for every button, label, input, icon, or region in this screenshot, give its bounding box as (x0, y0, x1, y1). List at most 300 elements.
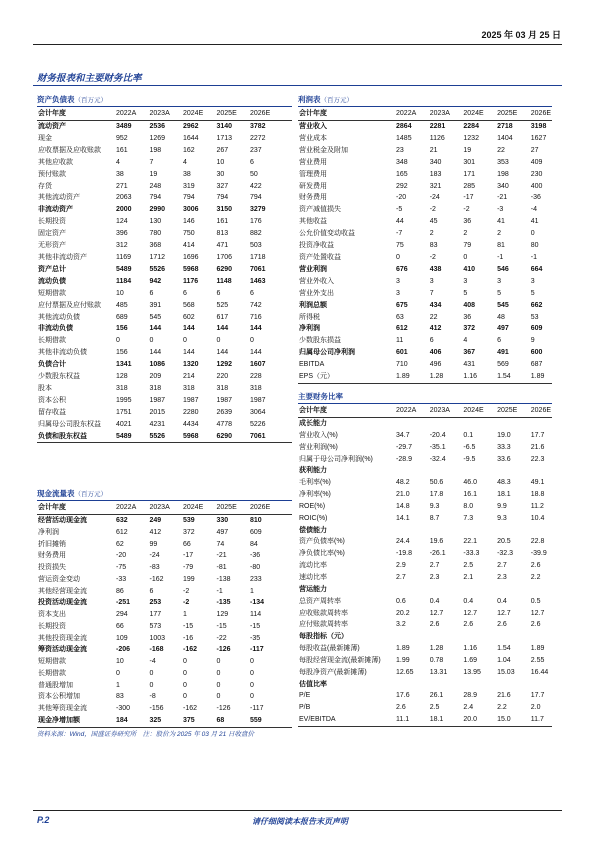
cell-value: 1404 (497, 134, 513, 142)
cell-value: 2.4 (463, 704, 474, 712)
row-label: 营业外收入 (299, 277, 334, 285)
cell-value: 75 (396, 242, 404, 250)
cell-value (429, 584, 463, 596)
table-row (37, 192, 292, 204)
table-row (298, 584, 552, 596)
cell-value: 1987 (149, 396, 166, 404)
cell-value: -83 (149, 564, 160, 571)
cell-value: -79 (183, 564, 194, 571)
table-row (298, 169, 552, 181)
cell-value: -20 (396, 194, 407, 202)
cell-value: 1751 (116, 408, 132, 416)
table-row (298, 572, 552, 584)
row-label: 固定资产 (38, 230, 66, 238)
cell-value: 1.16 (462, 371, 496, 383)
cell-value: 353 (497, 158, 509, 166)
cell-value: 2990 (149, 206, 166, 214)
cell-value: 130 (149, 218, 162, 226)
income-statement-panel (298, 94, 552, 384)
header-row (37, 107, 292, 121)
cell-value: 1292 (216, 361, 233, 369)
cell-value: -80 (250, 564, 261, 571)
table-row (37, 204, 292, 216)
row-label: 负债合计 (38, 361, 66, 369)
cell-value: 1.54 (496, 371, 530, 383)
cell-value: 11.2 (530, 502, 544, 510)
cell-value: 2272 (250, 134, 266, 142)
cell-value: 10 (116, 658, 124, 665)
cell-value: 63 (396, 313, 404, 321)
cell-value: 6 (216, 289, 221, 297)
cell-value: 21.0 (396, 491, 410, 499)
cell-value: 952 (116, 134, 128, 142)
row-label: 其他流动负债 (38, 313, 80, 321)
row-label: ROE(%) (299, 502, 326, 510)
cell-value: 17.7 (530, 692, 545, 700)
cell-value: 2.6 (429, 621, 440, 629)
cell-value: 412 (149, 528, 162, 536)
cell-value: 22 (497, 146, 505, 154)
table-title-unit: （百万元） (320, 97, 353, 104)
table-row (37, 550, 292, 562)
cell-value: 2.2 (497, 704, 507, 712)
cell-value: 13.31 (429, 668, 448, 676)
cell-value: 1148 (216, 277, 232, 285)
cell-value (496, 525, 530, 537)
cell-value: 2.6 (497, 621, 507, 629)
cell-value: 15.03 (497, 668, 515, 676)
cell-value: 1169 (116, 253, 132, 261)
cell-value: -135 (216, 599, 231, 607)
table-row (37, 288, 292, 300)
row-label: 营业利润(%) (299, 443, 338, 451)
cell-value: 568 (183, 301, 195, 309)
cell-value: 1 (116, 681, 120, 689)
table-row (37, 121, 292, 133)
row-label: 长期投资 (38, 622, 66, 630)
cell-value (530, 584, 552, 596)
cash-flow-table (37, 501, 292, 728)
cell-value: 26.1 (429, 692, 444, 700)
cell-value: 0 (116, 337, 120, 345)
column-header-year: 2026E (249, 107, 292, 121)
table-row (298, 679, 552, 691)
cell-value: 340 (497, 182, 509, 190)
column-header-label: 会计年度 (37, 501, 115, 515)
row-label: 成长能力 (299, 420, 327, 427)
row-label: 非流动负债 (38, 325, 73, 333)
column-header-year: 2024E (462, 404, 496, 418)
cell-value: 19.6 (429, 538, 444, 546)
cell-value: 2281 (429, 123, 446, 130)
row-label: 每股经营现金流(最新摊薄) (299, 656, 381, 664)
cell-value: 406 (429, 349, 442, 357)
cell-value: 2.1 (463, 573, 474, 581)
table-row (298, 216, 552, 228)
table-row (298, 300, 552, 312)
cell-value: 318 (149, 384, 162, 392)
cell-value: 2 (463, 230, 468, 238)
cell-value: 214 (183, 373, 195, 381)
cell-value: 5526 (149, 265, 166, 273)
cell-value: -162 (183, 646, 198, 654)
cell-value: 144 (149, 325, 162, 333)
cell-value: 1086 (149, 361, 166, 369)
cell-value: 21.6 (497, 692, 511, 700)
cell-value: 0.4 (463, 597, 474, 605)
cell-value: 156 (116, 325, 128, 333)
cell-value: -168 (149, 646, 164, 654)
cell-value: 144 (216, 325, 229, 333)
row-label: 研发费用 (299, 182, 327, 190)
cell-value: 17.7 (530, 431, 545, 439)
table-row (298, 430, 552, 442)
row-label: 营运能力 (299, 585, 327, 593)
cell-value: 1.69 (463, 656, 478, 664)
cash-flow-panel (37, 488, 292, 728)
cell-value: 28.9 (463, 692, 478, 700)
cell-value: 689 (116, 313, 128, 321)
cell-value: 1176 (183, 277, 199, 285)
row-label: 净利率(%) (299, 491, 331, 499)
cell-value: 161 (116, 146, 128, 154)
cell-value: 3.2 (396, 621, 406, 629)
table-title-text: 现金流量表 (37, 489, 75, 498)
row-label: 其他应收款 (38, 158, 73, 166)
cell-value (462, 465, 496, 477)
cell-value: 0 (216, 669, 221, 677)
row-label: 营业税金及附加 (299, 146, 348, 154)
footer-divider (33, 810, 562, 811)
cell-value: 0 (250, 669, 254, 677)
cell-value: 1.16 (463, 645, 478, 653)
cell-value: 340 (429, 158, 442, 166)
row-label: 短期借款 (38, 658, 66, 665)
cell-value (530, 525, 552, 537)
cell-value: 33.3 (497, 443, 511, 451)
table-row (37, 574, 292, 586)
cell-value: 1485 (396, 134, 412, 142)
header-divider (33, 44, 562, 45)
cell-value: 0 (149, 669, 154, 677)
cell-value: 36 (463, 313, 472, 321)
table-row (298, 690, 552, 702)
cell-value: -7 (396, 230, 403, 238)
cell-value: 19 (463, 146, 472, 154)
column-header-year: 2025E (496, 404, 530, 418)
cell-value: 22.1 (463, 538, 478, 546)
row-label: 其他流动资产 (38, 194, 80, 202)
cell-value (496, 418, 530, 430)
cell-value: 7061 (249, 431, 292, 443)
cell-value: -6.5 (463, 443, 476, 451)
table-row (298, 192, 552, 204)
column-header-year: 2022A (395, 404, 429, 418)
cell-value (530, 679, 552, 691)
cell-value: 3150 (216, 206, 233, 214)
row-label: 所得税 (299, 313, 320, 321)
cell-value: -36 (530, 194, 541, 202)
table-row (298, 288, 552, 300)
cell-value: 409 (530, 158, 543, 166)
cell-value: -126 (216, 646, 231, 654)
cell-value: 312 (116, 242, 128, 250)
cell-value (462, 631, 496, 643)
cell-value: -20.4 (429, 431, 446, 439)
row-label: 资本公积 (38, 396, 66, 404)
cell-value: 5968 (182, 431, 216, 443)
cell-value: 546 (497, 265, 509, 273)
cell-value: 0 (396, 253, 400, 261)
cell-value: 0 (216, 693, 221, 701)
cell-value: 0.6 (396, 597, 406, 605)
cell-value: 2.6 (530, 621, 541, 629)
cell-value: 5968 (183, 265, 199, 273)
cell-value: 5 (530, 289, 535, 297)
cell-value: 375 (182, 715, 216, 727)
cell-value: 18.1 (497, 491, 511, 499)
cell-value: 144 (250, 325, 262, 333)
table-row (298, 525, 552, 537)
cell-value: 1713 (216, 134, 233, 142)
cell-value: -20 (116, 552, 127, 560)
row-label: P/B (299, 704, 311, 712)
table-row (298, 631, 552, 643)
cell-value: 83 (116, 693, 124, 701)
table-row (37, 216, 292, 228)
cell-value: 1987 (183, 396, 199, 404)
row-label: 投资净收益 (299, 242, 334, 250)
cell-value: 0.4 (429, 597, 440, 605)
cell-value: 1607 (250, 361, 266, 369)
cell-value: 0 (183, 669, 187, 677)
cell-value: 1.28 (429, 645, 444, 653)
balance-sheet-table (37, 107, 292, 443)
table-row (37, 133, 292, 145)
table-row (298, 181, 552, 193)
cell-value: 5489 (116, 265, 132, 273)
cell-value: 21 (429, 146, 438, 154)
cell-value: 372 (463, 325, 476, 333)
table-row (298, 335, 552, 347)
cell-value: 230 (530, 170, 543, 178)
cell-value: -35 (250, 634, 261, 642)
cell-value: 318 (116, 384, 128, 392)
cell-value: 228 (250, 373, 262, 381)
cell-value: 22.3 (530, 455, 545, 463)
cell-value: 2962 (183, 123, 199, 130)
cell-value: 0 (183, 681, 187, 689)
table-row (37, 252, 292, 264)
page-number: P.2 (37, 815, 50, 825)
cell-value: 1.54 (497, 645, 511, 653)
cell-value: 438 (429, 265, 442, 273)
cell-value: 573 (149, 622, 162, 630)
cell-value: 612 (116, 528, 128, 536)
cell-value: 10 (216, 158, 225, 166)
cell-value: 144 (250, 349, 262, 357)
cell-value: 50 (250, 170, 258, 178)
cell-value: 2.7 (429, 562, 440, 570)
table-title-unit: （百万元） (74, 491, 107, 498)
cell-value: -4 (530, 206, 537, 214)
row-label: 其他非流动资产 (38, 253, 87, 261)
cell-value: 33.6 (497, 455, 511, 463)
column-header-year: 2025E (216, 501, 250, 515)
cell-value: 79 (463, 242, 472, 250)
cell-value: -15 (183, 622, 194, 630)
table-row (37, 562, 292, 574)
cell-value: 882 (250, 230, 262, 238)
row-label: 速动比率 (299, 573, 327, 581)
row-label: 估值比率 (299, 680, 327, 688)
cell-value: 10.4 (530, 514, 545, 522)
cell-value: 12.7 (497, 609, 511, 617)
column-header-year: 2024E (182, 501, 216, 515)
table-row (298, 312, 552, 324)
table-row (37, 264, 292, 276)
cell-value: 601 (396, 349, 408, 357)
table-title (298, 391, 552, 404)
cell-value: 3198 (530, 123, 547, 130)
table-row (37, 371, 292, 383)
row-label: 净利润 (38, 528, 59, 536)
source-note: 资料来源：Wind，国盛证券研究所 注：股价为 2025 年 03 月 21 日收盘价 (37, 731, 255, 738)
cell-value: 0 (149, 681, 154, 689)
cell-value: -2 (429, 253, 436, 261)
row-label: 管理费用 (299, 170, 327, 178)
cell-value: 1269 (149, 134, 166, 142)
cell-value: 22.8 (530, 538, 545, 546)
cell-value: 184 (115, 715, 149, 727)
table-row (298, 240, 552, 252)
cell-value: 2 (497, 230, 501, 238)
table-title-text: 主要财务比率 (298, 392, 343, 401)
cell-value: 609 (250, 528, 262, 536)
cell-value: 46.0 (463, 479, 478, 487)
cell-value: 3064 (250, 408, 266, 416)
table-row (298, 323, 552, 335)
cell-value: 1706 (216, 253, 233, 261)
cell-value: 6 (497, 337, 501, 345)
cell-value: 292 (396, 182, 408, 190)
table-title-text: 利润表 (298, 95, 321, 104)
financial-ratios-table (298, 404, 552, 727)
column-header-label: 会计年度 (298, 107, 395, 121)
cell-value: 199 (183, 575, 195, 583)
cell-value: 0.5 (530, 597, 541, 605)
row-label: EBITDA (299, 361, 325, 369)
cell-value: 74 (216, 540, 225, 548)
row-label: 少数股东权益 (38, 373, 80, 381)
cell-value: 1.89 (396, 645, 410, 653)
cell-value: 1.28 (429, 371, 463, 383)
row-label: 现金 (38, 134, 52, 142)
row-label: 资产减值损失 (299, 206, 341, 214)
row-label: P/E (299, 692, 311, 700)
table-row (37, 335, 292, 347)
table-row (37, 644, 292, 656)
cell-value: 3 (396, 277, 400, 285)
row-label: 长期投资 (38, 218, 66, 226)
cell-value: 0 (116, 669, 120, 677)
cell-value: 525 (216, 301, 229, 309)
table-row (37, 181, 292, 193)
row-label: 归属于母公司净利润(%) (299, 455, 373, 463)
cell-value: 50.6 (429, 479, 444, 487)
cell-value (496, 584, 530, 596)
cell-value: -1 (216, 587, 223, 595)
cell-value: 22 (429, 313, 438, 321)
cell-value: 1463 (250, 277, 266, 285)
cell-value: 1.99 (396, 656, 410, 664)
table-row (37, 633, 292, 645)
cell-value: 600 (530, 349, 543, 357)
cell-value: 1995 (116, 396, 132, 404)
cell-value (530, 418, 552, 430)
cell-value: -35.1 (429, 443, 446, 451)
cell-value: 412 (429, 325, 442, 333)
table-row (298, 643, 552, 655)
row-label: 营业利润 (299, 265, 327, 273)
cell-value (496, 631, 530, 643)
cell-value: -28.9 (396, 455, 412, 463)
cell-value: 0 (183, 658, 187, 665)
cell-value: 20.2 (396, 609, 410, 617)
cell-value: 0 (463, 253, 468, 261)
row-label: 无形资产 (38, 242, 66, 250)
column-header-label: 会计年度 (37, 107, 115, 121)
row-label: 其他收益 (299, 218, 327, 226)
row-label: 资产负债率(%) (299, 538, 345, 546)
cell-value: -26.1 (429, 550, 446, 558)
cell-value: 144 (149, 349, 162, 357)
row-label: 营业费用 (299, 158, 327, 166)
cell-value: -2 (463, 206, 470, 214)
row-label: 营业收入(%) (299, 431, 338, 439)
cell-value: 53 (530, 313, 539, 321)
cell-value: 602 (183, 313, 195, 321)
cell-value: 36 (463, 218, 472, 226)
cell-value: 2.6 (463, 621, 474, 629)
cell-value: -8 (149, 693, 156, 701)
cell-value: 0.4 (497, 597, 507, 605)
table-row (37, 276, 292, 288)
row-label: 预付账款 (38, 170, 66, 178)
table-row (298, 513, 552, 525)
cell-value: 4 (183, 158, 187, 166)
cell-value: 11.1 (395, 714, 429, 726)
cell-value: 794 (183, 194, 195, 202)
table-row (298, 465, 552, 477)
cell-value: 19.0 (497, 431, 511, 439)
row-label: 归属母公司净利润 (299, 349, 355, 357)
cell-value: 15.0 (496, 714, 530, 726)
cell-value (429, 418, 463, 430)
cell-value: 330 (216, 517, 229, 524)
cell-value: 11 (396, 337, 404, 345)
cell-value: 6 (429, 337, 434, 345)
table-row (37, 359, 292, 371)
cell-value: 1126 (429, 134, 445, 142)
column-header-year: 2025E (216, 107, 250, 121)
cell-value: 9.9 (497, 502, 507, 510)
cell-value: 294 (116, 611, 128, 618)
cell-value: 559 (249, 715, 292, 727)
cell-value: 13.95 (463, 668, 481, 676)
row-label: 股本 (38, 384, 52, 392)
cell-value: -81 (216, 564, 227, 571)
